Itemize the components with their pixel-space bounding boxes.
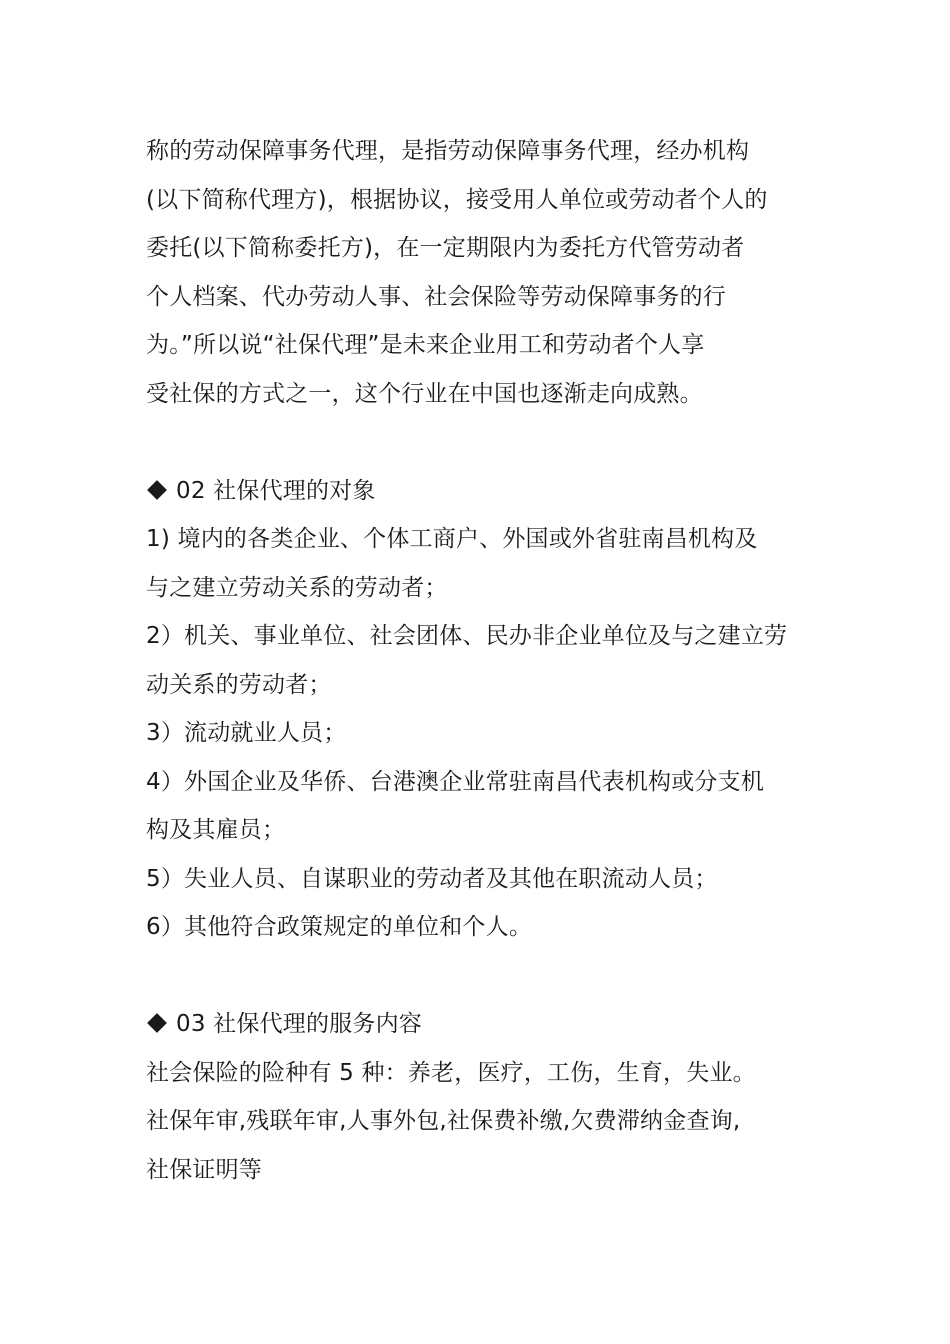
section-objects xyxy=(146,467,810,952)
text-line: 受社保的方式之一，这个行业在中国也逐渐走向成熟。 xyxy=(146,380,703,407)
list-item-line: 与之建立劳动关系的劳动者； xyxy=(146,574,448,601)
list-item-line: 4）外国企业及华侨、台港澳企业常驻南昌代表机构或分支机 xyxy=(146,768,765,795)
section-heading-text: 02 社保代理的对象 xyxy=(176,477,376,504)
text-line: (以下简称代理方)，根据协议，接受用人单位或劳动者个人的 xyxy=(146,186,768,213)
list-item-line: 6）其他符合政策规定的单位和个人。 xyxy=(146,914,533,940)
text-line: 社保年审,残联年审,人事外包,社保费补缴,欠费滞纳金查询, xyxy=(146,1108,741,1134)
section-heading xyxy=(146,467,810,516)
diamond-bullet-icon xyxy=(147,480,167,500)
list-item-line: 3）流动就业人员； xyxy=(146,720,347,746)
diamond-bullet-icon xyxy=(147,1013,167,1033)
list-item-line: 构及其雇员； xyxy=(146,817,286,843)
list-item-line: 动关系的劳动者； xyxy=(146,671,332,698)
text-line: 委托(以下简称委托方)，在一定期限内为委托方代管劳动者 xyxy=(146,235,745,261)
text-line: 个人档案、代办劳动人事、社会保险等劳动保障事务的行 xyxy=(146,283,726,310)
text-line: 社会保险的险种有 5 种：养老，医疗，工伤，生育，失业。 xyxy=(146,1059,756,1086)
list-item-line: 2）机关、事业单位、社会团体、民办非企业单位及与之建立劳 xyxy=(146,623,788,649)
blank-line xyxy=(146,952,810,1001)
text-line: 称的劳动保障事务代理，是指劳动保障事务代理，经办机构 xyxy=(146,138,750,164)
document-body xyxy=(146,127,810,1194)
section-heading-text: 03 社保代理的服务内容 xyxy=(176,1011,422,1037)
list-item-line: 5）失业人员、自谋职业的劳动者及其他在职流动人员； xyxy=(146,865,718,892)
section-services xyxy=(146,1000,810,1194)
text-line: 为。”所以说“社保代理”是未来企业用工和劳动者个人享 xyxy=(146,332,705,358)
list-item-line: 1) 境内的各类企业、个体工商户、外国或外省驻南昌机构及 xyxy=(146,526,758,552)
intro-paragraph xyxy=(146,127,810,418)
section-heading xyxy=(146,1000,810,1049)
blank-line xyxy=(146,418,810,467)
text-line: 社保证明等 xyxy=(146,1156,262,1183)
